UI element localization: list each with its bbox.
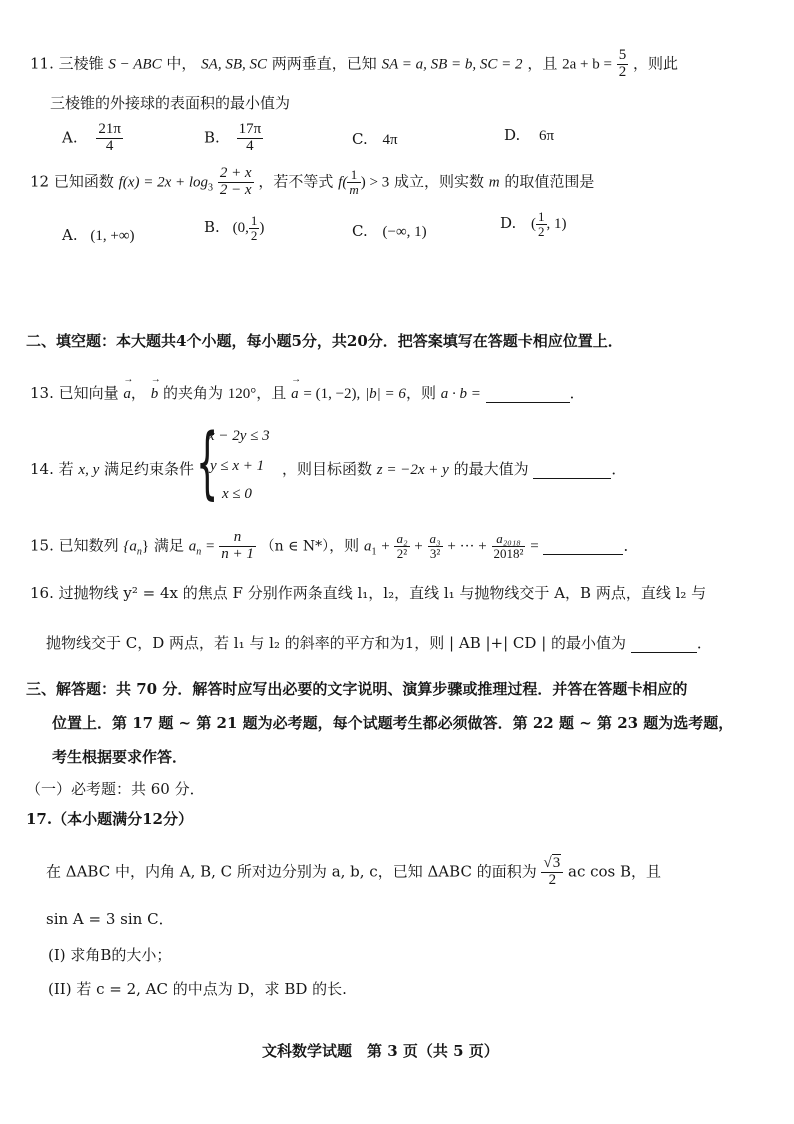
q15-eq2: = bbox=[530, 538, 539, 555]
q12-opt-d-num: 1 bbox=[538, 209, 545, 224]
q17-part2: (II) 若 c = 2, AC 的中点为 D，求 BD 的长. bbox=[48, 980, 347, 998]
q13-expr1: = (1, −2), bbox=[303, 386, 361, 402]
q12-mid: ，若不等式 bbox=[258, 172, 334, 191]
q11-opt-a-num: 21π bbox=[98, 121, 121, 137]
section3-line3: 考生根据要求作答． bbox=[52, 748, 188, 766]
q11-stem bbox=[30, 48, 678, 81]
q12-opt-d-label: D. bbox=[500, 214, 517, 233]
q12-opt-c-label: C. bbox=[352, 222, 368, 240]
q12-prefix: 12 已知函数 bbox=[30, 172, 114, 191]
q14-prefix-block bbox=[30, 458, 194, 479]
q12-opt-c-val: (−∞, 1) bbox=[382, 224, 427, 240]
q17-sqrt-icon: √3 bbox=[543, 855, 561, 871]
q14-answer-blank[interactable] bbox=[533, 460, 611, 479]
q12-opt-d-post: , 1) bbox=[546, 216, 567, 233]
q13-vec-b: → b bbox=[151, 386, 159, 403]
q17-text2: ac cos B，且 bbox=[568, 862, 662, 881]
q15-a1: a bbox=[363, 538, 372, 555]
q17-text1: 在 ΔABC 中，内角 A, B, C 所对边分别为 a, b, c，已知 ΔABC 的面积为 bbox=[46, 862, 537, 881]
q13-text1: 的夹角为 bbox=[162, 384, 223, 402]
q15-frac2 bbox=[394, 532, 409, 560]
q15-prefix: 15. 已知数列 bbox=[30, 536, 119, 555]
q11-fraction bbox=[617, 48, 629, 81]
q16-answer-blank[interactable] bbox=[631, 634, 697, 653]
q13-stem bbox=[30, 382, 585, 403]
q11-option-b bbox=[204, 122, 263, 155]
q12-option-a bbox=[62, 226, 135, 245]
q11-opt-d-val: 6π bbox=[539, 128, 555, 144]
q16-line1: 16. 过抛物线 y² = 4x 的焦点 F 分别作两条直线 l₁，l₂，直线 l₁ 与抛物线交于 A，B 两点，直线 l₂ 与 bbox=[30, 584, 707, 602]
q11-opt-d-label: D. bbox=[504, 126, 521, 144]
q11-prefix: 11. 三棱锥 bbox=[30, 54, 104, 73]
q12-opt-a-label: A. bbox=[62, 226, 78, 244]
q17-part1: (I) 求角B的大小； bbox=[48, 946, 172, 964]
page-footer: 文科数学试题 第 3 页（共 5 页） bbox=[262, 1042, 499, 1060]
q11-given: SA = a, SB = b, SC = 2 bbox=[381, 56, 523, 73]
q17-frac-num: 3 bbox=[552, 855, 561, 871]
q11-line2: 三棱锥的外接球的表面积的最小值为 bbox=[50, 94, 291, 112]
q15-frac3 bbox=[428, 532, 443, 560]
q15-f4-num: a₂₀₁₈ bbox=[492, 532, 526, 547]
q11-opt-b-label: B. bbox=[204, 128, 220, 147]
q12-f-open: f( bbox=[338, 174, 348, 191]
q15-plus-2: + bbox=[414, 538, 423, 555]
q15-dots: + ··· + bbox=[447, 538, 487, 555]
q14-prefix: 14. 若 bbox=[30, 460, 74, 478]
q11-opt-a-den: 4 bbox=[105, 137, 114, 154]
q12-opt-d-den: 2 bbox=[538, 223, 545, 239]
q11-edges: SA, SB, SC bbox=[201, 56, 268, 73]
q15-f3-num: a₃ bbox=[429, 531, 441, 547]
q12-frac-num: 2 + x bbox=[219, 165, 252, 181]
q15-seq-end: } bbox=[141, 538, 150, 555]
q12-stem bbox=[30, 166, 594, 199]
section2-heading: 二、填空题：本大题共4个小题，每小题5分，共20分．把答案填写在答题卡相应位置上． bbox=[26, 332, 623, 350]
q11-text-d: 两两垂直，已知 bbox=[271, 54, 377, 73]
q15-f3-den: 3² bbox=[429, 545, 441, 561]
q12-opt-b-den: 2 bbox=[250, 227, 258, 243]
q15-frac4 bbox=[492, 532, 526, 560]
q11-opt-c-label: C. bbox=[352, 130, 368, 148]
q15-frac-num: n bbox=[219, 530, 256, 547]
q12-option-c bbox=[352, 222, 427, 241]
q11-text-f: ，且 bbox=[527, 54, 558, 73]
q11-condition: 2a + b = bbox=[562, 56, 612, 73]
q15-f2-num: a₂ bbox=[396, 531, 408, 547]
q12-opt-b-num: 1 bbox=[250, 213, 258, 228]
q14-constraint-1: x − 2y ≤ 3 bbox=[208, 428, 270, 444]
q14-objective: z = −2x + y bbox=[376, 462, 449, 478]
q12-suffix2: 的取值范围是 bbox=[504, 172, 595, 191]
q11-opt-c-val: 4π bbox=[382, 132, 398, 148]
q12-f-num: 1 bbox=[347, 168, 360, 183]
q15-a1-sub: 1 bbox=[371, 546, 377, 558]
q14-text2: ，则目标函数 bbox=[282, 460, 373, 478]
q12-opt-b-frac bbox=[249, 214, 260, 242]
q15-frac bbox=[219, 530, 256, 563]
q12-m: m bbox=[488, 174, 500, 191]
q14-tail bbox=[282, 458, 626, 479]
q12-f-close: ) > 3 bbox=[360, 174, 390, 191]
q17-frac-den: 2 bbox=[548, 871, 557, 888]
q17-frac bbox=[541, 856, 563, 889]
q11-option-d bbox=[504, 126, 554, 145]
q15-eq: = bbox=[205, 538, 215, 555]
q11-frac-den: 2 bbox=[618, 63, 627, 80]
q13-prefix: 13. 已知向量 bbox=[30, 384, 119, 402]
q12-option-d bbox=[500, 210, 567, 238]
q11-pyramid: S − ABC bbox=[108, 56, 162, 73]
q15-f4-den: 2018² bbox=[493, 545, 524, 561]
q11-opt-b-den: 4 bbox=[246, 137, 254, 154]
q12-opt-b-post: ) bbox=[259, 220, 265, 237]
q14-text1: 满足约束条件 bbox=[104, 460, 195, 478]
q12-function: f(x) = 2x + log bbox=[118, 174, 209, 191]
q17-title: 17.（本小题满分12分） bbox=[26, 810, 193, 828]
q15-end: ． bbox=[623, 536, 639, 555]
q13-expr3: a · b = bbox=[440, 386, 481, 402]
q15-seq-sub: n bbox=[136, 546, 142, 558]
q15-cond: （n ∈ N*） bbox=[260, 538, 330, 555]
q13-expr2: |b| = 6 bbox=[365, 386, 406, 402]
q16-line2b: ． bbox=[696, 634, 712, 652]
q13-comma: ， bbox=[130, 384, 146, 402]
q14-brace: { bbox=[196, 418, 219, 508]
q12-opt-b-pre: (0, bbox=[232, 220, 249, 237]
q11-opt-b-frac bbox=[237, 122, 264, 155]
q11-opt-a-frac bbox=[96, 122, 123, 155]
section3-line2: 位置上．第 17 题 ~ 第 21 题为必考题，每个试题考生都必须做答．第 22 题 ~ 第 23 题为选考题， bbox=[52, 714, 734, 732]
q12-f-den: m bbox=[349, 181, 359, 197]
q15-an-sub: n bbox=[196, 546, 202, 558]
q12-opt-a-val: (1, +∞) bbox=[90, 228, 135, 244]
q15-stem bbox=[30, 530, 639, 563]
q13-answer-blank[interactable] bbox=[486, 384, 570, 403]
q13-end: ． bbox=[569, 384, 585, 402]
q11-option-c bbox=[352, 130, 398, 149]
q13-text2: ，且 bbox=[256, 384, 287, 402]
q17-stem bbox=[46, 856, 661, 889]
q15-frac-den: n + 1 bbox=[221, 545, 254, 562]
q14-text3: 的最大值为 bbox=[453, 460, 529, 478]
q15-answer-blank[interactable] bbox=[543, 536, 623, 555]
q12-opt-d-pre: ( bbox=[531, 216, 537, 233]
q16-line2a: 抛物线交于 C，D 两点，若 l₁ 与 l₂ 的斜率的平方和为1，则 | AB |+| CD | 的最小值为 bbox=[46, 634, 627, 652]
q13-vec-a2: → a bbox=[291, 386, 299, 403]
q12-option-b bbox=[204, 214, 264, 242]
q15-seq: {a bbox=[123, 538, 137, 555]
q11-text-b: 中， bbox=[166, 54, 197, 73]
q12-log-base: 3 bbox=[208, 182, 214, 194]
q11-text-h: ，则此 bbox=[633, 54, 679, 73]
q12-frac-den: 2 − x bbox=[219, 181, 252, 198]
q11-frac-num: 5 bbox=[618, 47, 627, 63]
q12-opt-b-label: B. bbox=[204, 218, 220, 237]
q13-text3: ，则 bbox=[405, 384, 436, 402]
q14-vars: x, y bbox=[78, 462, 100, 478]
q15-text2: ，则 bbox=[329, 536, 360, 555]
q12-f-frac bbox=[347, 168, 360, 196]
q12-fraction bbox=[218, 166, 254, 199]
section3-sub: （一）必考题：共 60 分． bbox=[26, 780, 205, 798]
q14-constraint-3: x ≤ 0 bbox=[222, 486, 252, 502]
q11-opt-a-label: A. bbox=[62, 128, 78, 147]
q15-f2-den: 2² bbox=[396, 545, 408, 561]
q14-end: ． bbox=[611, 460, 627, 478]
section3-line1: 三、解答题：共 70 分．解答时应写出必要的文字说明、演算步骤或推理过程．并答在答题卡相应的 bbox=[26, 680, 688, 698]
q12-opt-d-frac bbox=[536, 210, 547, 238]
q15-text1: 满足 bbox=[153, 536, 184, 555]
q12-suffix: 成立，则实数 bbox=[393, 172, 484, 191]
q15-plus-1: + bbox=[381, 538, 390, 555]
q13-vec-a: → a bbox=[123, 386, 131, 403]
q14-constraint-2: y ≤ x + 1 bbox=[210, 458, 265, 474]
q11-option-a bbox=[62, 122, 123, 155]
q11-opt-b-num: 17π bbox=[238, 121, 262, 137]
q16-line2 bbox=[46, 632, 712, 653]
q15-an: a bbox=[188, 538, 197, 555]
q13-angle: 120° bbox=[227, 386, 257, 402]
q17-line2: sin A = 3 sin C． bbox=[46, 910, 174, 928]
